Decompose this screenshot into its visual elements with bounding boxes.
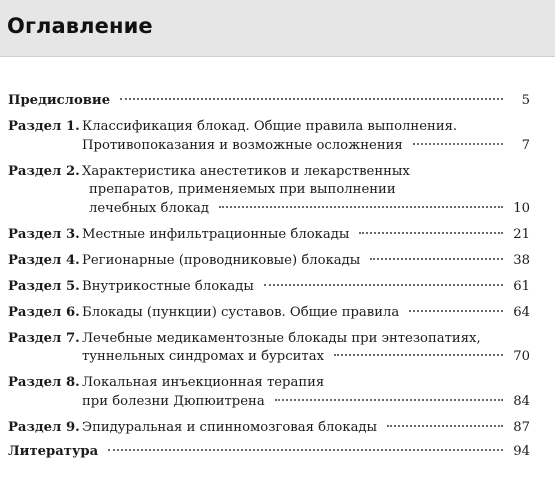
- toc-page-number: 7: [521, 137, 530, 153]
- section-number: Раздел 7.: [8, 330, 80, 346]
- toc-page-number: 70: [513, 349, 530, 364]
- toc-line: [82, 226, 530, 245]
- toc-line: [82, 181, 530, 200]
- toc-entry-title: Предисловие: [8, 93, 111, 108]
- toc-entry-content: [82, 163, 530, 219]
- toc-entry-section-7[interactable]: [8, 330, 530, 367]
- toc-entry-content: [82, 330, 530, 367]
- dot-leader: [219, 206, 503, 208]
- dot-leader: [108, 449, 503, 451]
- toc-line: [82, 348, 530, 367]
- toc-entry-section-4[interactable]: [8, 252, 530, 271]
- dot-leader: [359, 232, 503, 234]
- toc-line: [82, 118, 530, 137]
- toc-line: [82, 419, 530, 438]
- toc-entry-section-9[interactable]: [8, 419, 530, 438]
- toc-entry-title: Эпидуральная и спинномозговая блокады: [82, 419, 378, 435]
- section-number: Раздел 8.: [8, 375, 80, 390]
- page-title: Оглавление: [7, 14, 153, 38]
- section-number: Раздел 3.: [8, 226, 80, 242]
- toc-entry-content: [82, 226, 530, 245]
- dot-leader: [387, 425, 503, 427]
- toc-entry-title: Блокады (пункции) суставов. Общие правила: [82, 304, 400, 320]
- toc-page-number: 94: [513, 444, 530, 459]
- toc-entry-title-continued: лечебных блокад: [89, 200, 210, 216]
- dot-leader: [275, 399, 503, 401]
- section-number: Раздел 4.: [8, 252, 80, 268]
- toc-entry-title-continued: туннельных синдромах и бурситах: [82, 349, 325, 364]
- toc-entry-title-continued: препаратов, применяемых при выполнении: [89, 182, 396, 197]
- toc-line: [82, 137, 530, 156]
- toc-line: [82, 200, 530, 219]
- toc-entry-title-continued: Противопоказания и возможные осложнения: [82, 137, 403, 153]
- header-bar: [0, 0, 555, 57]
- toc-entry-content: [82, 278, 530, 297]
- toc-line: [82, 304, 530, 323]
- toc-entry-title: Локальная инъекционная терапия: [82, 375, 325, 390]
- toc-entry-section-6[interactable]: [8, 304, 530, 323]
- toc-page-number: 84: [513, 393, 530, 409]
- dot-leader: [334, 354, 503, 356]
- toc-entry-title: Внутрикостные блокады: [82, 278, 254, 294]
- dot-leader: [413, 143, 503, 145]
- toc-entry-content: [82, 118, 530, 155]
- section-number: Раздел 9.: [8, 419, 80, 435]
- toc-line: [82, 163, 530, 182]
- toc-page-number: 38: [513, 252, 530, 268]
- toc-page-number: 61: [513, 278, 530, 294]
- toc-line: [82, 278, 530, 297]
- toc-entry-section-3[interactable]: [8, 226, 530, 245]
- toc-entry-title-continued: при болезни Дюпюитрена: [82, 393, 265, 409]
- table-of-contents: [8, 92, 530, 462]
- toc-line: [82, 330, 530, 349]
- toc-line: [8, 443, 530, 462]
- section-number: Раздел 1.: [8, 119, 80, 134]
- toc-entry-content: [82, 419, 530, 438]
- toc-page-number: 21: [513, 226, 530, 242]
- toc-line: [82, 393, 530, 412]
- toc-entry-literature[interactable]: [8, 443, 530, 462]
- toc-page-number: 10: [513, 200, 530, 216]
- toc-entry-preface[interactable]: [8, 92, 530, 111]
- toc-entry-title: Классификация блокад. Общие правила выполнения.: [82, 119, 458, 134]
- toc-entry-title: Характеристика анестетиков и лекарственных: [82, 163, 410, 179]
- toc-entry-content: [82, 374, 530, 411]
- toc-entry-section-1[interactable]: [8, 118, 530, 155]
- toc-entry-title: Регионарные (проводниковые) блокады: [82, 252, 361, 268]
- section-number: Раздел 6.: [8, 304, 80, 320]
- toc-page-number: 64: [513, 304, 530, 320]
- toc-entry-content: [82, 304, 530, 323]
- dot-leader: [370, 258, 503, 260]
- toc-entry-content: [82, 252, 530, 271]
- toc-entry-section-2[interactable]: [8, 163, 530, 219]
- dot-leader: [264, 284, 503, 286]
- dot-leader: [409, 310, 503, 312]
- toc-line: [82, 252, 530, 271]
- section-number: Раздел 5.: [8, 278, 80, 294]
- toc-entry-title: Местные инфильтрационные блокады: [82, 226, 350, 242]
- toc-line: [8, 92, 530, 111]
- toc-entry-section-8[interactable]: [8, 374, 530, 411]
- toc-page-number: 87: [513, 419, 530, 435]
- toc-page-number: 5: [521, 93, 530, 108]
- section-number: Раздел 2.: [8, 163, 80, 179]
- toc-entry-content: [8, 92, 530, 111]
- toc-entry-title: Литература: [8, 444, 99, 459]
- toc-entry-content: [8, 443, 530, 462]
- toc-line: [82, 374, 530, 393]
- toc-entry-title: Лечебные медикаментозные блокады при энтезопатиях,: [82, 330, 481, 346]
- dot-leader: [120, 98, 503, 100]
- toc-entry-section-5[interactable]: [8, 278, 530, 297]
